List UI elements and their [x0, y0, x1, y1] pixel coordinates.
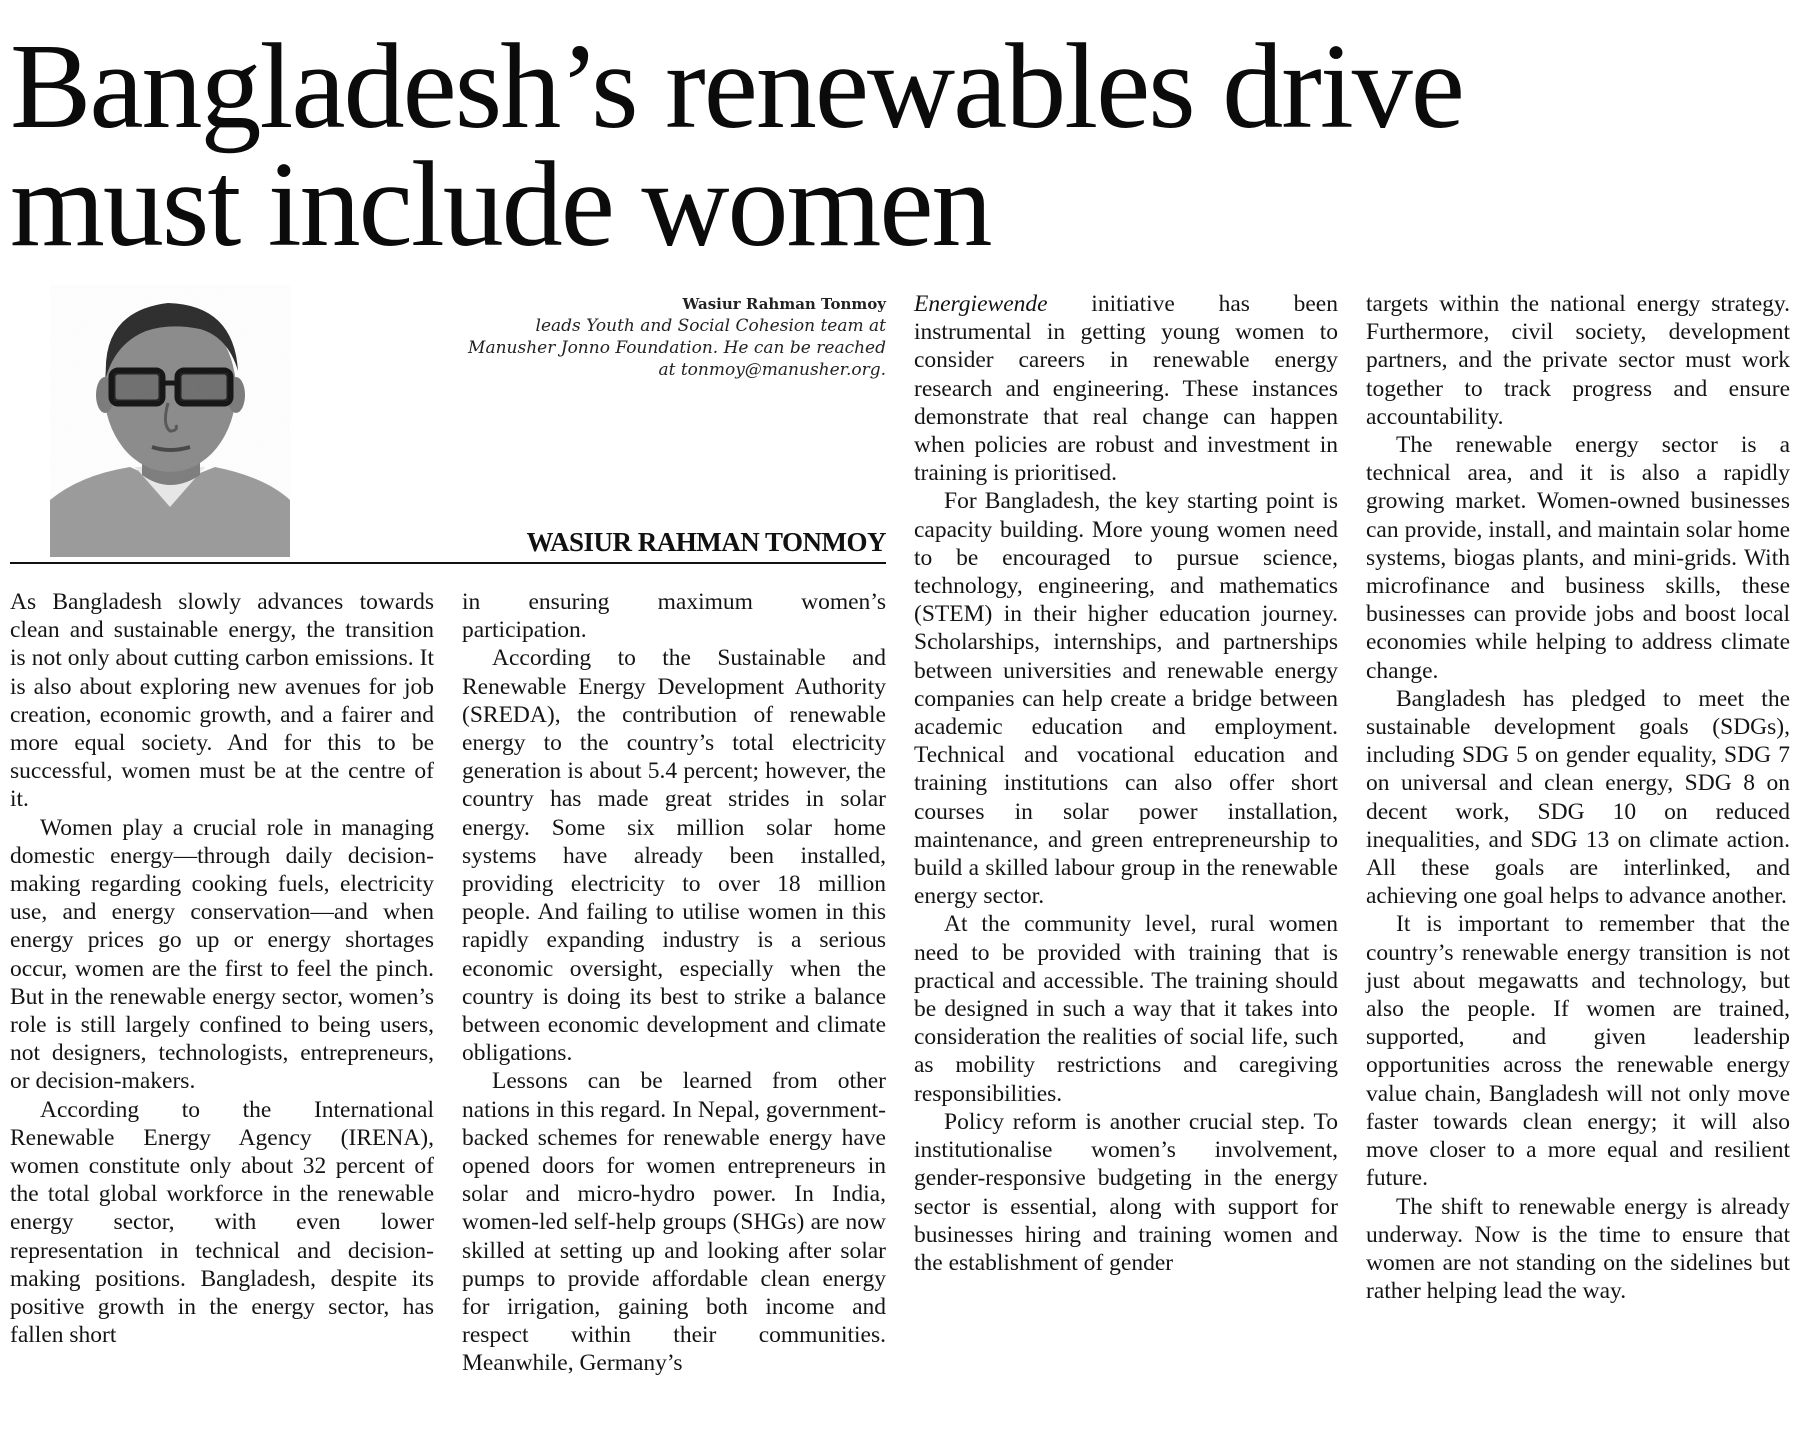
column-3 [914, 290, 1338, 1277]
column-1 [10, 588, 434, 1349]
headline [10, 19, 1790, 272]
paragraph [914, 290, 1338, 487]
paragraph: Women play a crucial role in managing domestic energy—through daily decision-making regarding cooking fuels, electricity use, and energy conservation—and when energy prices go up or energy shortages occur, women are the first to feel the pinch. But in the renewable energy sector, women’s role is still largely confined to being users, not designers, technologists, entrepreneurs, or decision-makers. [10, 814, 434, 1095]
paragraph: As Bangladesh slowly advances towards clean and sustainable energy, the transition is not only about cutting carbon emissions. It is also about exploring new avenues for job creation, economic growth, and a fairer and more equal society. And for this to be successful, women must be at the centre of it. [10, 589, 434, 813]
emphasis: Energiewende [914, 291, 1048, 317]
column-2 [462, 588, 886, 1378]
paragraph: Bangladesh has pledged to meet the sustainable development goals (SDGs), including SDG 5 on gender equality, SDG 7 on universal and clean energy, SDG 8 on decent work, SDG 10 on reduced inequalities, and SDG 13 on climate action. All these goals are interlinked, and achieving one goal helps to advance another. [1366, 685, 1790, 910]
headline-line-1: Bangladesh’s renewables drive [10, 19, 1463, 154]
byline-rule [10, 562, 886, 564]
paragraph: It is important to remember that the country’s renewable energy transition is not just about megawatts and technology, but also the people. If women are trained, supported, and given leadership opportunities across the renewable energy value chain, Bangladesh will not only move faster towards clean energy; it will also move closer to a more equal and resilient future. [1366, 911, 1790, 1192]
column-4 [1366, 290, 1790, 1305]
paragraph: Policy reform is another crucial step. To institutionalise women’s involvement, gender-responsive budgeting in the energy sector is essential, along with support for businesses hiring and training women and the establishment of gender [914, 1108, 1338, 1276]
paragraph: Lessons can be learned from other nations in this regard. In Nepal, government-backed schemes for renewable energy have opened doors for women entrepreneurs in solar and micro-hydro power. In India, women-led self-help groups (SHGs) are now skilled at setting up and looking after solar pumps to provide affordable clean energy for irrigation, gaining both income and respect within their communities. Meanwhile, Germany’s [462, 1068, 886, 1377]
author-portrait [50, 285, 290, 557]
headline-line-2: must include women [10, 137, 991, 272]
paragraph: The shift to renewable energy is already underway. Now is the time to ensure that women are not standing on the sidelines but rather helping lead the way. [1366, 1193, 1790, 1305]
author-bio-text: leads Youth and Social Cohesion team at Manusher Jonno Foundation. He can be reached at tonmoy@manusher.org. [468, 316, 886, 380]
author-bio [466, 293, 886, 381]
author-block [10, 285, 886, 563]
paragraph-text: initiative has been instrumental in getting young women to consider careers in renewable energy research and engineering. These instances demonstrate that real change can happen when policies are robust and investment in training is prioritised. [914, 291, 1338, 487]
paragraph: At the community level, rural women need to be provided with training that is practical and accessible. The training should be designed in such a way that it takes into consideration the realities of social life, such as mobility restrictions and caregiving responsibilities. [914, 911, 1338, 1107]
paragraph: For Bangladesh, the key starting point is capacity building. More young women need to be encouraged to pursue science, technology, engineering, and mathematics (STEM) in their higher education journey. Scholarships, internships, and partnerships between universities and renewable energy companies can help create a bridge between academic education and employment. Technical and vocational education and training institutions can also offer short courses in solar power installation, maintenance, and green entrepreneurship to build a skilled labour group in the renewable energy sector. [914, 488, 1338, 910]
paragraph: According to the International Renewable Energy Agency (IRENA), women constitute only about 32 percent of the total global workforce in the renewable energy sector, with even lower representation in technical and decision-making positions. Bangladesh, despite its positive growth in the energy sector, has fallen short [10, 1096, 434, 1349]
author-name: Wasiur Rahman Tonmoy [682, 295, 886, 313]
paragraph: The renewable energy sector is a technical area, and it is also a rapidly growing market. Women-owned businesses can provide, install, and maintain solar home systems, biogas plants, and mini-grids. With microfinance and business skills, these businesses can provide jobs and boost local economies while helping to address climate change. [1366, 432, 1790, 684]
paragraph: in ensuring maximum women’s participation. [462, 589, 886, 644]
paragraph: According to the Sustainable and Renewable Energy Development Authority (SREDA), the contribution of renewable energy to the country’s total electricity generation is about 5.4 percent; however, the country has made great strides in solar energy. Some six million solar home systems have already been installed, providing electricity to over 18 million people. And failing to utilise women in this rapidly expanding industry is a serious economic oversight, especially when the country is doing its best to strike a balance between economic development and climate obligations. [462, 645, 886, 1067]
paragraph: targets within the national energy strategy. Furthermore, civil society, development partners, and the private sector must work together to track progress and ensure accountability. [1366, 291, 1790, 430]
byline: WASIUR RAHMAN TONMOY [526, 527, 886, 557]
